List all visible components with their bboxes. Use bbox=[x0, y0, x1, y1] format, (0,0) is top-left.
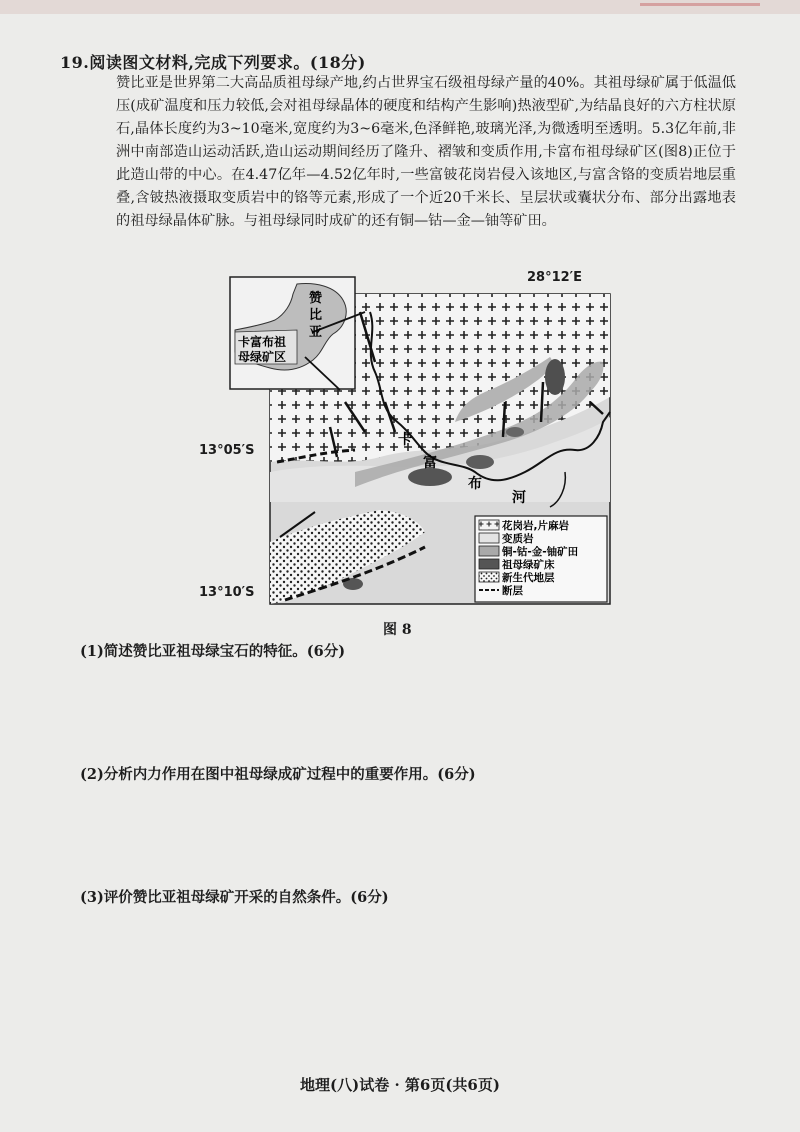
legend-label: 花岗岩,片麻岩 bbox=[502, 520, 569, 532]
granite-cross-pattern-icon bbox=[479, 520, 499, 530]
inset-label: 亚 bbox=[309, 325, 323, 340]
emerald-deposit bbox=[545, 359, 565, 395]
inset-label: 卡富布祖 bbox=[238, 335, 287, 349]
page-footer: 地理(八)试卷 · 第6页(共6页) bbox=[300, 1076, 500, 1094]
river-label-char: 富 bbox=[423, 455, 437, 471]
subquestion-3: (3)评价赞比亚祖母绿矿开采的自然条件。(6分) bbox=[80, 889, 389, 906]
legend-label: 祖母绿矿床 bbox=[502, 559, 555, 571]
legend-label: 变质岩 bbox=[502, 533, 534, 545]
inset-label: 比 bbox=[309, 308, 323, 323]
question-material bbox=[88, 72, 736, 233]
emerald-deposit bbox=[466, 455, 494, 469]
cenozoic-dots-icon bbox=[479, 572, 499, 582]
figure-8-map bbox=[199, 270, 625, 632]
emerald-deposit bbox=[506, 427, 524, 437]
inset-label: 母绿矿区 bbox=[238, 350, 287, 364]
river-label-char: 布 bbox=[468, 476, 482, 492]
legend-label: 新生代地层 bbox=[502, 572, 555, 584]
coord-longitude: 28°12′E bbox=[527, 270, 582, 285]
coord-latitude-2: 13°10′S bbox=[199, 585, 255, 600]
inset-label: 赞 bbox=[309, 291, 323, 306]
figure-caption: 图 8 bbox=[383, 622, 412, 638]
map-legend bbox=[475, 516, 607, 602]
river-label-char: 河 bbox=[512, 490, 526, 506]
subquestion-1: (1)简述赞比亚祖母绿宝石的特征。(6分) bbox=[80, 643, 346, 660]
ore-field-mid-gray-icon bbox=[479, 546, 499, 556]
material-paragraph: 赞比亚是世界第二大高品质祖母绿产地,约占世界宝石级祖母绿产量的40%。其祖母绿矿属于低温低压(成矿温度和压力较低,会对祖母绿晶体的硬度和结构产生影响)热液型矿,为结晶良好的六方柱状原石,晶体长度约为3~10毫米,宽度约为3~6毫米,色泽鲜艳,玻璃光泽,为微透明至透明。5.3亿年前,非洲中南部造山运动活跃,造山运动期间经历了隆升、褶皱和变质作用,卡富布祖母绿矿区(图8)正位于此造山带的中心。在4.47亿年—4.52亿年时,一些富铍花岗岩侵入该地区,与富含铬的变质岩地层重叠,含铍热液摄取变质岩中的铬等元素,形成了一个近20千米长、呈层状或囊状分布、部分出露地表的祖母绿晶体矿脉。与祖母绿同时成矿的还有铜—钴—金—铀等矿田。 bbox=[116, 75, 736, 229]
metamorphic-light-gray-icon bbox=[479, 533, 499, 543]
legend-label: 铜-钴-金-铀矿田 bbox=[502, 546, 579, 558]
coord-latitude-1: 13°05′S bbox=[199, 443, 255, 458]
river-label-char: 卡 bbox=[398, 432, 412, 448]
paper-top-edge bbox=[0, 0, 800, 14]
subquestion-2: (2)分析内力作用在图中祖母绿成矿过程中的重要作用。(6分) bbox=[80, 766, 476, 783]
geologic-map-svg bbox=[205, 272, 625, 632]
question-title: 19.阅读图文材料,完成下列要求。(18分) bbox=[60, 53, 366, 72]
legend-label: 断层 bbox=[502, 585, 523, 597]
emerald-deposit-dark-gray-icon bbox=[479, 559, 499, 569]
